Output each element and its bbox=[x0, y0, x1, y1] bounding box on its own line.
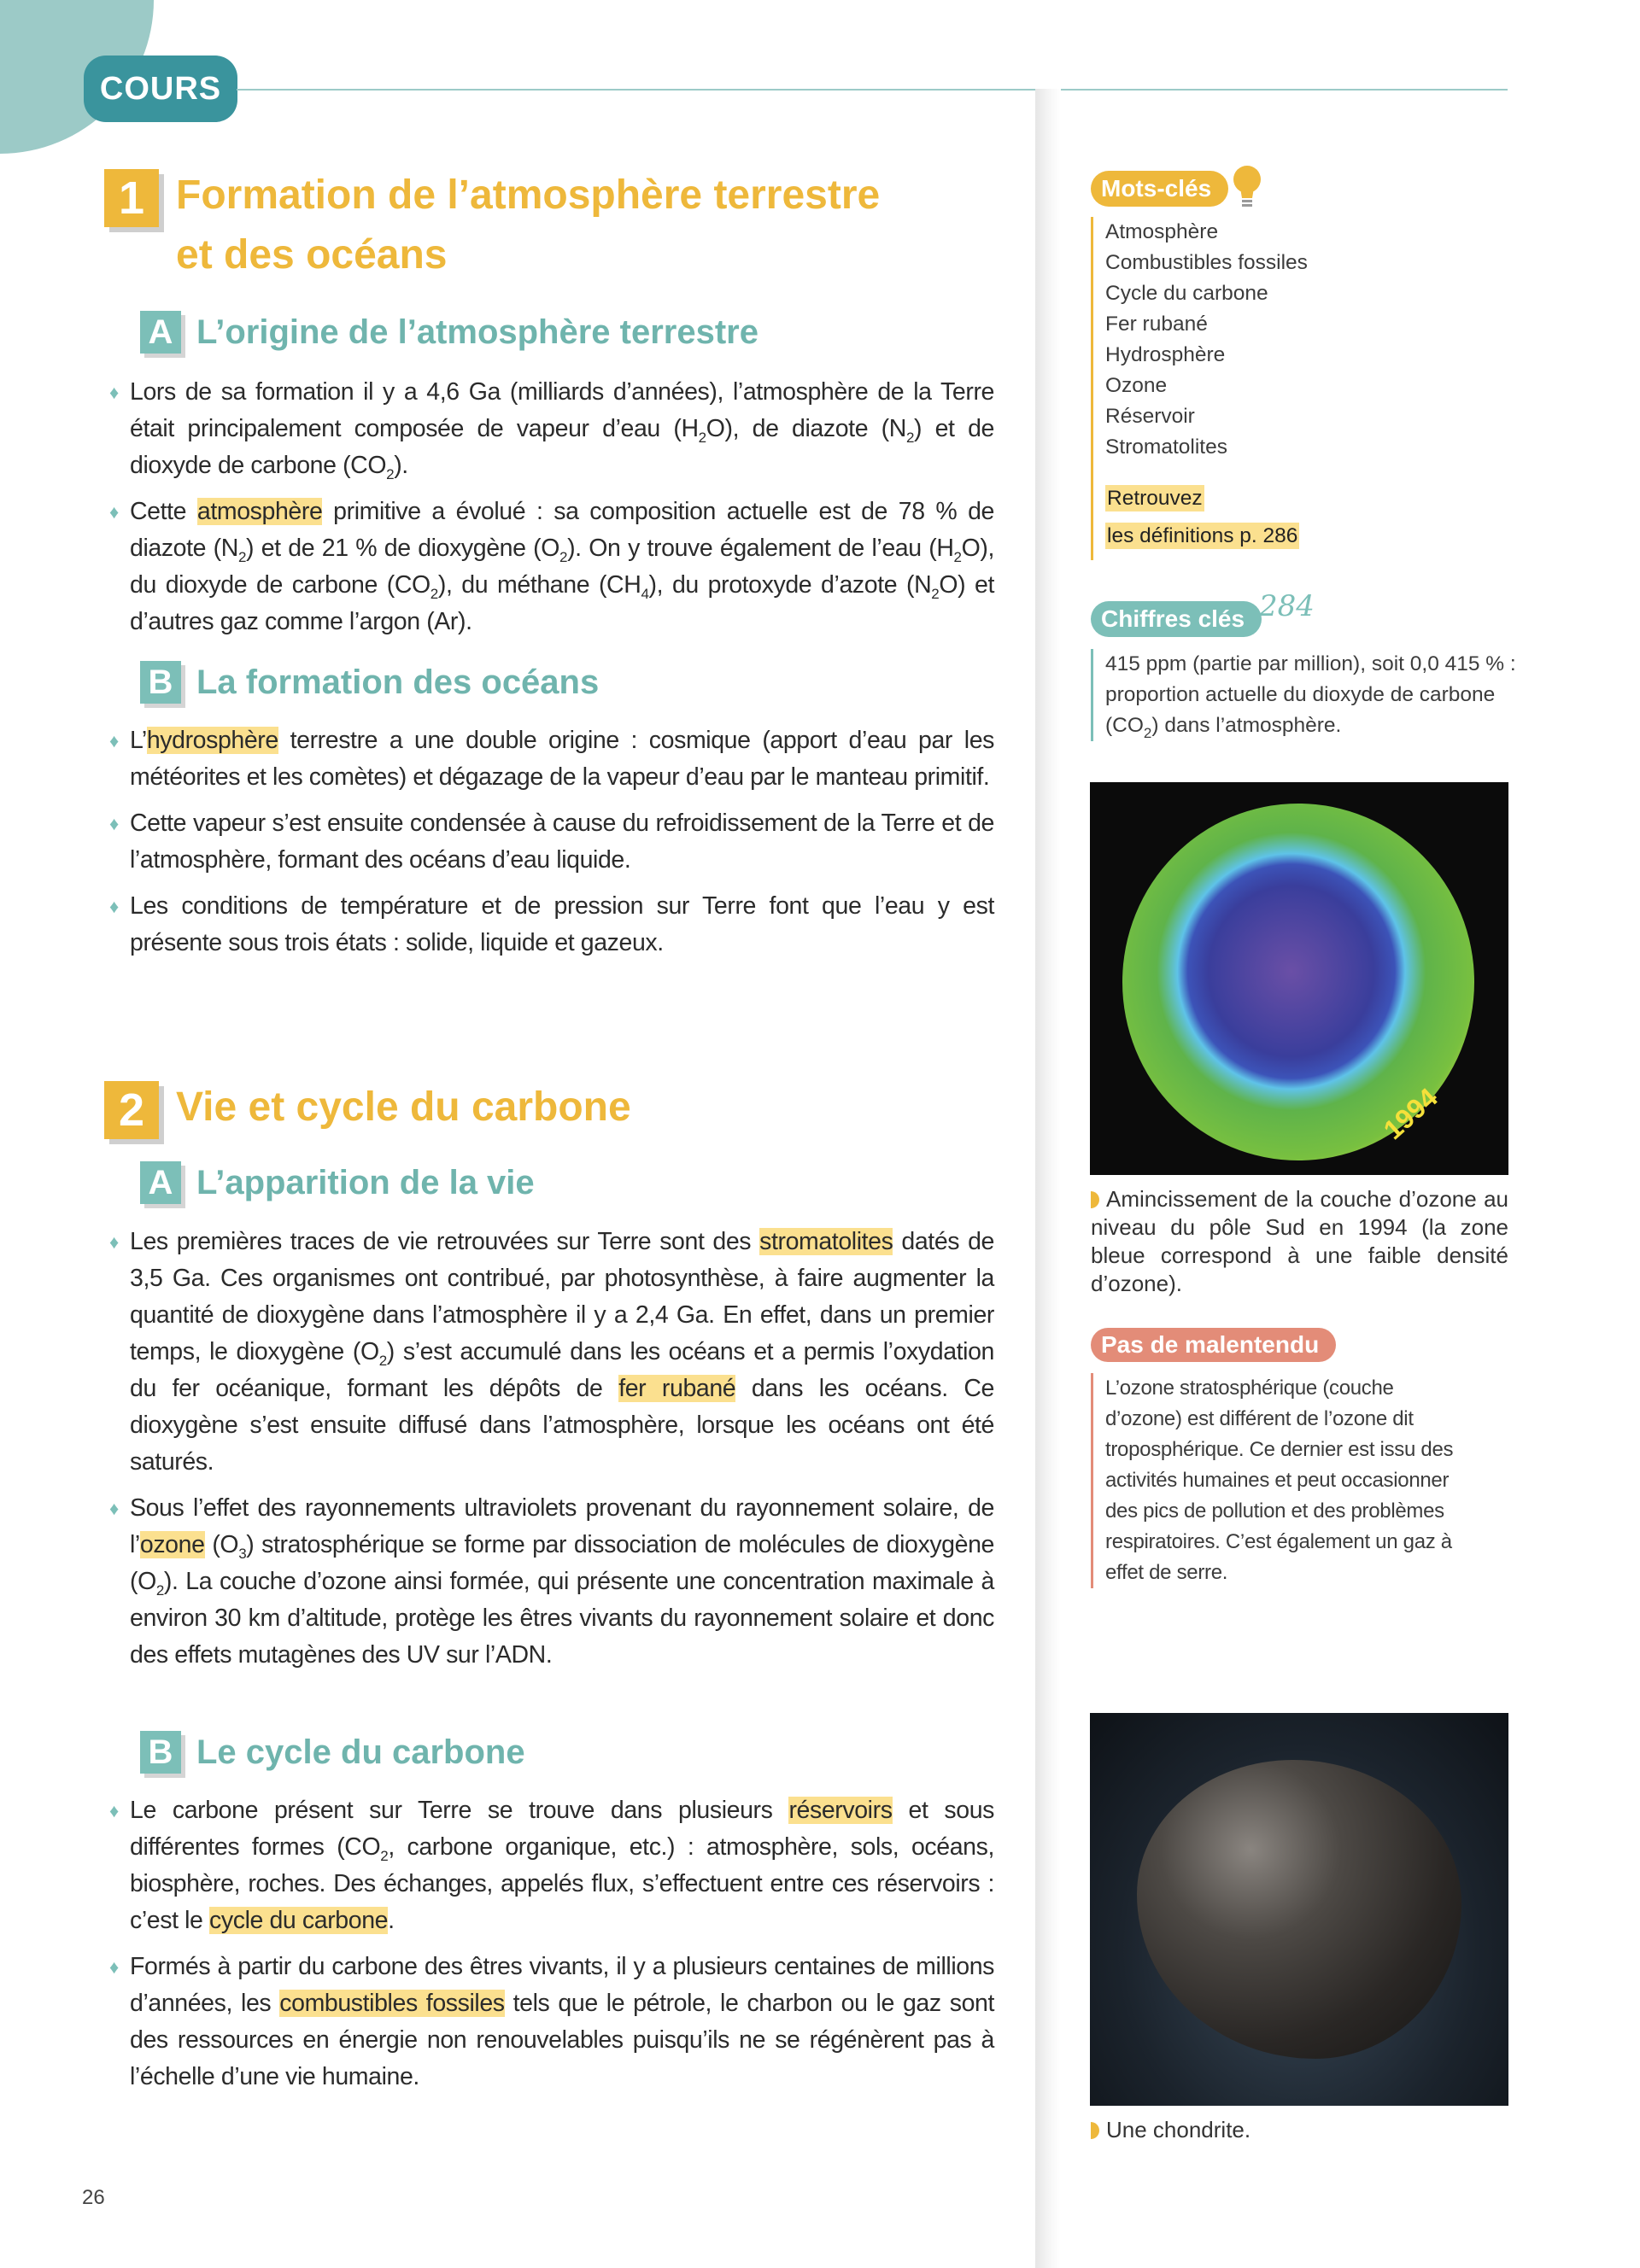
subsection-2b-body bbox=[111, 1792, 994, 2105]
bullet-paragraph: ♦ Cette atmosphère primitive a évolué : sa composition actuelle est de 78 % de diazote $(N_2)$ et de 21 % de dioxygène $(O_2)$. On y trouve également de l’eau $(H_2O)$, du dioxyde de carbone $(CO_2)$, du méthane $(CH_4)$, du protoxyde d’azote $(N_2O)$ et d’autres gaz comme l’argon (Ar). bbox=[111, 494, 994, 640]
subscript: 2 bbox=[698, 430, 706, 446]
keyword-highlight: fer rubané bbox=[618, 1375, 736, 1402]
chondrite-image bbox=[1090, 1713, 1508, 2106]
keyword-highlight: ozone bbox=[139, 1531, 205, 1558]
key-figures-badge bbox=[1091, 601, 1262, 637]
subsection-title: Le cycle du carbone bbox=[196, 1733, 525, 1771]
subscript: 2 bbox=[380, 1848, 389, 1864]
subsection-2a-body bbox=[111, 1224, 994, 1683]
section-title bbox=[176, 166, 880, 285]
keyword-highlight: cycle du carbone bbox=[209, 1907, 389, 1934]
subsection-letter: B bbox=[140, 661, 181, 704]
subsection-1a-heading bbox=[140, 311, 758, 354]
subscript: 2 bbox=[155, 1582, 164, 1599]
keyword-highlight: atmosphère bbox=[196, 498, 323, 525]
subscript: 2 bbox=[386, 466, 395, 482]
keyword-highlight: réservoirs bbox=[788, 1797, 893, 1824]
section-number: 2 bbox=[104, 1081, 159, 1139]
keyword-item: Cycle du carbone bbox=[1105, 282, 1268, 305]
ozone-caption bbox=[1091, 1185, 1508, 1298]
subscript: 2 bbox=[559, 549, 568, 565]
subsection-title: La formation des océans bbox=[196, 663, 600, 701]
keyword-highlight: stromatolites bbox=[759, 1228, 893, 1255]
keywords-badge bbox=[1091, 171, 1228, 207]
caption-marker-icon bbox=[1091, 1191, 1099, 1208]
keyword-item: Réservoir bbox=[1105, 405, 1195, 428]
caption-text: Une chondrite. bbox=[1106, 2117, 1251, 2142]
diamond-bullet-icon: ♦ bbox=[109, 1800, 119, 1821]
image-year-label: 1994 bbox=[1377, 1081, 1444, 1146]
subsection-1b-heading bbox=[140, 661, 599, 704]
subscript: 2 bbox=[931, 586, 940, 602]
diamond-bullet-icon: ♦ bbox=[109, 730, 119, 751]
bullet-paragraph: ♦ L’hydrosphère terrestre a une double origine : cosmique (apport d’eau par les météorites et les comètes) et dégazage de la vapeur d’eau par le manteau primitif. bbox=[111, 722, 994, 796]
subscript: 3 bbox=[238, 1546, 247, 1562]
subsection-title: L’origine de l’atmosphère terrestre bbox=[196, 313, 758, 351]
keyword-item: Hydrosphère bbox=[1105, 343, 1226, 366]
definitions-link[interactable]: les définitions p. 286 bbox=[1107, 524, 1298, 547]
section-title: Vie et cycle du carbone bbox=[176, 1084, 631, 1130]
subscript: 2 bbox=[237, 549, 247, 565]
header-divider bbox=[237, 89, 1508, 91]
cours-badge: COURS bbox=[84, 56, 237, 122]
key-figures-label: Chiffres clés bbox=[1101, 605, 1245, 632]
subsection-1b-body bbox=[111, 722, 994, 971]
bullet-paragraph: ♦ Cette vapeur s’est ensuite condensée à cause du refroidissement de la Terre et de l’atmosphère, formant des océans d’eau liquide. bbox=[111, 805, 994, 879]
section-2-heading bbox=[104, 1081, 631, 1139]
bullet-paragraph: ♦ Formés à partir du carbone des êtres vivants, il y a plusieurs centaines de millions d’années, les combustibles fossiles tels que le pétrole, le charbon ou le gaz sont des ressources en énergie non renouvelables puisqu’ils ne se régénèrent pas à l’échelle d’une vie humaine. bbox=[111, 1949, 994, 2096]
bullet-paragraph: ♦ Les conditions de température et de pression sur Terre font que l’eau y est présente sous trois états : solide, liquide et gazeux. bbox=[111, 888, 994, 962]
section-title-line: et des océans bbox=[176, 232, 448, 278]
keyword-highlight: combustibles fossiles bbox=[279, 1990, 505, 2017]
misunderstanding-label: Pas de malentendu bbox=[1101, 1331, 1320, 1358]
subsection-letter: A bbox=[140, 1161, 181, 1204]
lightbulb-icon bbox=[1230, 164, 1264, 212]
diamond-bullet-icon: ♦ bbox=[109, 813, 119, 834]
chondrite-caption bbox=[1091, 2116, 1508, 2144]
bullet-paragraph: ♦ Lors de sa formation il y a 4,6 Ga (milliards d’années), l’atmosphère de la Terre était principalement composée de vapeur d’eau $(H_2O)$, de diazote $(N_2)$ et de dioxyde de carbone $(CO_2)$. bbox=[111, 374, 994, 484]
subsection-2b-heading bbox=[140, 1731, 525, 1774]
subsection-1a-body bbox=[111, 374, 994, 650]
diamond-bullet-icon: ♦ bbox=[109, 501, 119, 523]
section-number: 1 bbox=[104, 169, 159, 227]
misunderstanding-text: L’ozone stratosphérique (couche d’ozone) est différent de l’ozone dit troposphérique. Ce dernier est issu des activités humaines et peut occasionner des pics de pollution et des problèmes respiratoires. C’est également un gaz à effet de serre. bbox=[1091, 1373, 1458, 1588]
subscript: 2 bbox=[1143, 725, 1152, 741]
diamond-bullet-icon: ♦ bbox=[109, 1956, 119, 1978]
diamond-bullet-icon: ♦ bbox=[109, 896, 119, 917]
sidebar-shadow bbox=[1035, 89, 1061, 2268]
subsection-letter: B bbox=[140, 1731, 181, 1774]
diamond-bullet-icon: ♦ bbox=[109, 382, 119, 403]
caption-marker-icon bbox=[1091, 2122, 1099, 2139]
subsection-letter: A bbox=[140, 311, 181, 354]
keyword-item: Ozone bbox=[1105, 374, 1168, 397]
diamond-bullet-icon: ♦ bbox=[109, 1231, 119, 1253]
subscript: 2 bbox=[905, 430, 914, 446]
chondrite-stone bbox=[1137, 1760, 1461, 2059]
page-number: 26 bbox=[82, 2186, 105, 2209]
caption-text: Amincissement de la couche d’ozone au niveau du pôle Sud en 1994 (la zone bleue correspond à une faible densité d’ozone). bbox=[1091, 1186, 1508, 1296]
keywords-label: Mots-clés bbox=[1101, 175, 1212, 202]
section-title-line: Formation de l’atmosphère terrestre bbox=[176, 172, 881, 218]
misunderstanding-badge bbox=[1091, 1328, 1336, 1362]
numbers-icon: 284 bbox=[1259, 589, 1315, 623]
bullet-paragraph: ♦ Les premières traces de vie retrouvées sur Terre sont des stromatolites datés de 3,5 Ga. Ces organismes ont contribué, par photosynthèse, à faire augmenter la quantité de dioxygène dans l’atmosphère il y a 2,4 Ga. En effet, dans un premier temps, le dioxygène $(O_2)$ s’est accumulé dans les océans et a permis l’oxydation du fer océanique, formant les dépôts de fer rubané dans les océans. Ce dioxygène s’est ensuite diffusé dans l’atmosphère, lorsque les océans ont été saturés. bbox=[111, 1224, 994, 1481]
subsection-title: L’apparition de la vie bbox=[196, 1163, 535, 1201]
bullet-paragraph: ♦ Le carbone présent sur Terre se trouve dans plusieurs réservoirs et sous différentes formes ($CO_2$, carbone organique, etc.) : atmosphère, sols, océans, biosphère, roches. Des échanges, appelés flux, s’effectuent entre ces réservoirs : c’est le cycle du carbone. bbox=[111, 1792, 994, 1939]
diamond-bullet-icon: ♦ bbox=[109, 1498, 119, 1519]
subsection-2a-heading bbox=[140, 1161, 535, 1204]
ozone-hole-image bbox=[1090, 782, 1508, 1175]
keyword-item: Stromatolites bbox=[1105, 435, 1227, 459]
key-figures-text: 415 ppm (partie par million), soit 0,0 415 % : proportion actuelle du dioxyde de carbone $(CO_2)$ dans l’atmosphère. bbox=[1091, 649, 1518, 741]
keyword-item: Fer rubané bbox=[1105, 313, 1208, 336]
subscript: 2 bbox=[953, 549, 962, 565]
keyword-item: Combustibles fossiles bbox=[1105, 251, 1308, 274]
keywords-list bbox=[1091, 217, 1308, 560]
section-1-heading bbox=[104, 169, 880, 285]
subscript: 2 bbox=[378, 1353, 387, 1369]
subscript: 2 bbox=[430, 586, 438, 602]
keyword-highlight: hydrosphère bbox=[146, 727, 278, 754]
bullet-paragraph: ♦ Sous l’effet des rayonnements ultraviolets provenant du rayonnement solaire, de l’ozone $(O_3)$ stratosphérique se forme par dissociation de molécules de dioxygène $(O_2)$. La couche d’ozone ainsi formée, qui présente une concentration maximale à environ 30 km d’altitude, protège les êtres vivants du rayonnement solaire et donc des effets mutagènes des UV sur l’ADN. bbox=[111, 1490, 994, 1674]
subscript: 4 bbox=[641, 586, 649, 602]
keyword-item: Atmosphère bbox=[1105, 220, 1219, 243]
definitions-link[interactable]: Retrouvez bbox=[1107, 487, 1203, 510]
